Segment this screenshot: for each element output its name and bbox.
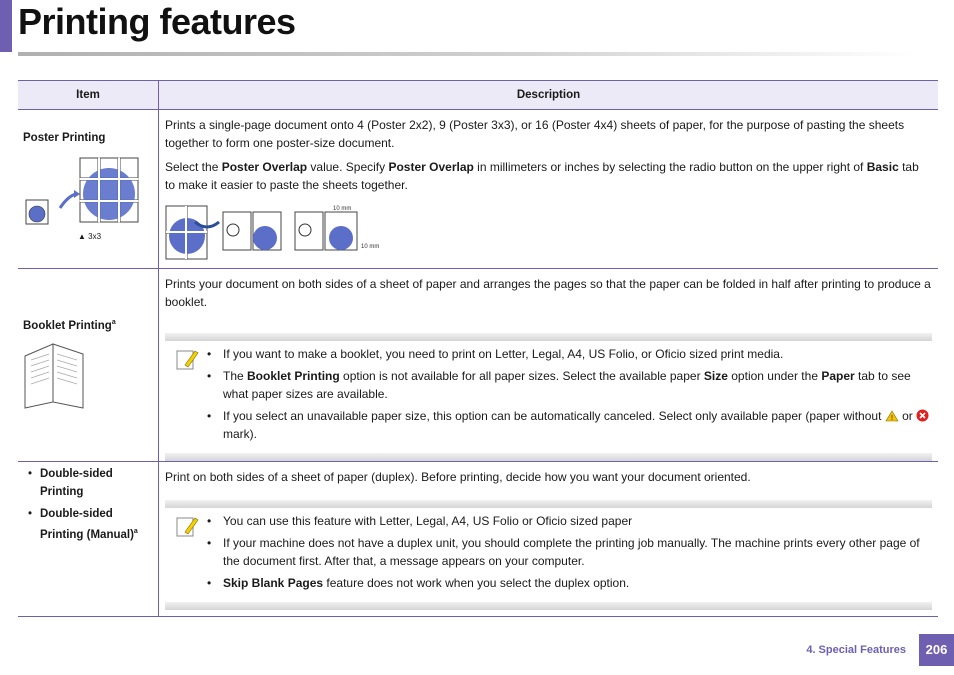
poster-desc-2: Select the Poster Overlap value. Specify Poster Overlap in millimeters or inches by selecting the radio button on the upper right of Basic tab to make it easier to paste the sheets together. [165, 160, 919, 192]
table-header-row [18, 81, 938, 110]
table-row-poster [18, 110, 938, 269]
header-item: Item [18, 81, 159, 110]
table-row-booklet [18, 269, 938, 462]
duplex-description-cell [159, 462, 939, 617]
note-bottom-bar [165, 602, 932, 610]
booklet-desc: Prints your document on both sides of a sheet of paper and arranges the pages so that the paper can be folded in half after printing to produce a booklet. [165, 277, 931, 309]
warning-icon [885, 410, 899, 422]
duplex-note-3: • Skip Blank Pages feature does not work when you select the duplex option. [223, 574, 932, 592]
title-rule [18, 52, 918, 56]
poster-item-cell [18, 110, 159, 269]
title-accent-bar [0, 0, 12, 52]
poster-label: Poster Printing [23, 132, 106, 144]
footer-page-number: 206 [919, 634, 954, 666]
poster-description-cell [159, 110, 939, 269]
note-top-bar [165, 500, 932, 508]
duplex-note-1: • You can use this feature with Letter, Legal, A4, US Folio or Oficio sized paper [223, 512, 932, 530]
duplex-label-2: • Double-sided Printing (Manual)$^a$ [18, 505, 158, 544]
duplex-label-1: • Double-sided Printing [18, 465, 158, 501]
note-bottom-bar [165, 453, 932, 461]
booklet-note-3: • If you select an unavailable paper size, this option can be automatically canceled. Select only available paper (paper without ! or mark). [223, 407, 932, 443]
duplex-desc: Print on both sides of a sheet of paper (duplex). Before printing, decide how you want your document oriented. [165, 470, 751, 484]
booklet-item-cell [18, 269, 159, 462]
overlap-label-top: 10 mm [333, 206, 352, 212]
duplex-item-cell [18, 462, 159, 617]
poster-overlap-illustration [165, 204, 405, 264]
note-top-bar [165, 333, 932, 341]
table-row-duplex [18, 462, 938, 617]
features-table [18, 80, 938, 617]
booklet-note [165, 333, 932, 461]
note-pencil-icon [175, 514, 199, 540]
error-icon [916, 409, 929, 422]
poster-grid-label: ▲ 3x3 [78, 232, 102, 241]
duplex-note [165, 500, 932, 610]
svg-text:!: ! [890, 415, 893, 422]
booklet-description-cell [159, 269, 939, 462]
booklet-label: Booklet Printing$^a$ [23, 319, 116, 332]
booklet-note-1: • If you want to make a booklet, you need to print on Letter, Legal, A4, US Folio, or Oficio sized print media. [223, 345, 932, 363]
booklet-note-2: • The Booklet Printing option is not available for all paper sizes. Select the available paper Size option under the Paper tab to see what paper sizes are available. [223, 367, 932, 403]
note-pencil-icon [175, 347, 199, 373]
footer-section-label: 4. Special Features [806, 644, 906, 656]
page-title: Printing features [18, 1, 296, 42]
booklet-icon [23, 342, 93, 412]
poster-desc-1: Prints a single-page document onto 4 (Poster 2x2), 9 (Poster 3x3), or 16 (Poster 4x4) sheets of paper, for the purpose of pasting the sheets together to form one poster-size document. [165, 118, 905, 150]
duplex-note-2: • If your machine does not have a duplex unit, you should complete the printing job manually. The machine prints every other page of the document first. After that, a message appears on your computer. [223, 534, 932, 570]
overlap-label-right: 10 mm [361, 244, 380, 250]
header-description: Description [159, 81, 939, 110]
